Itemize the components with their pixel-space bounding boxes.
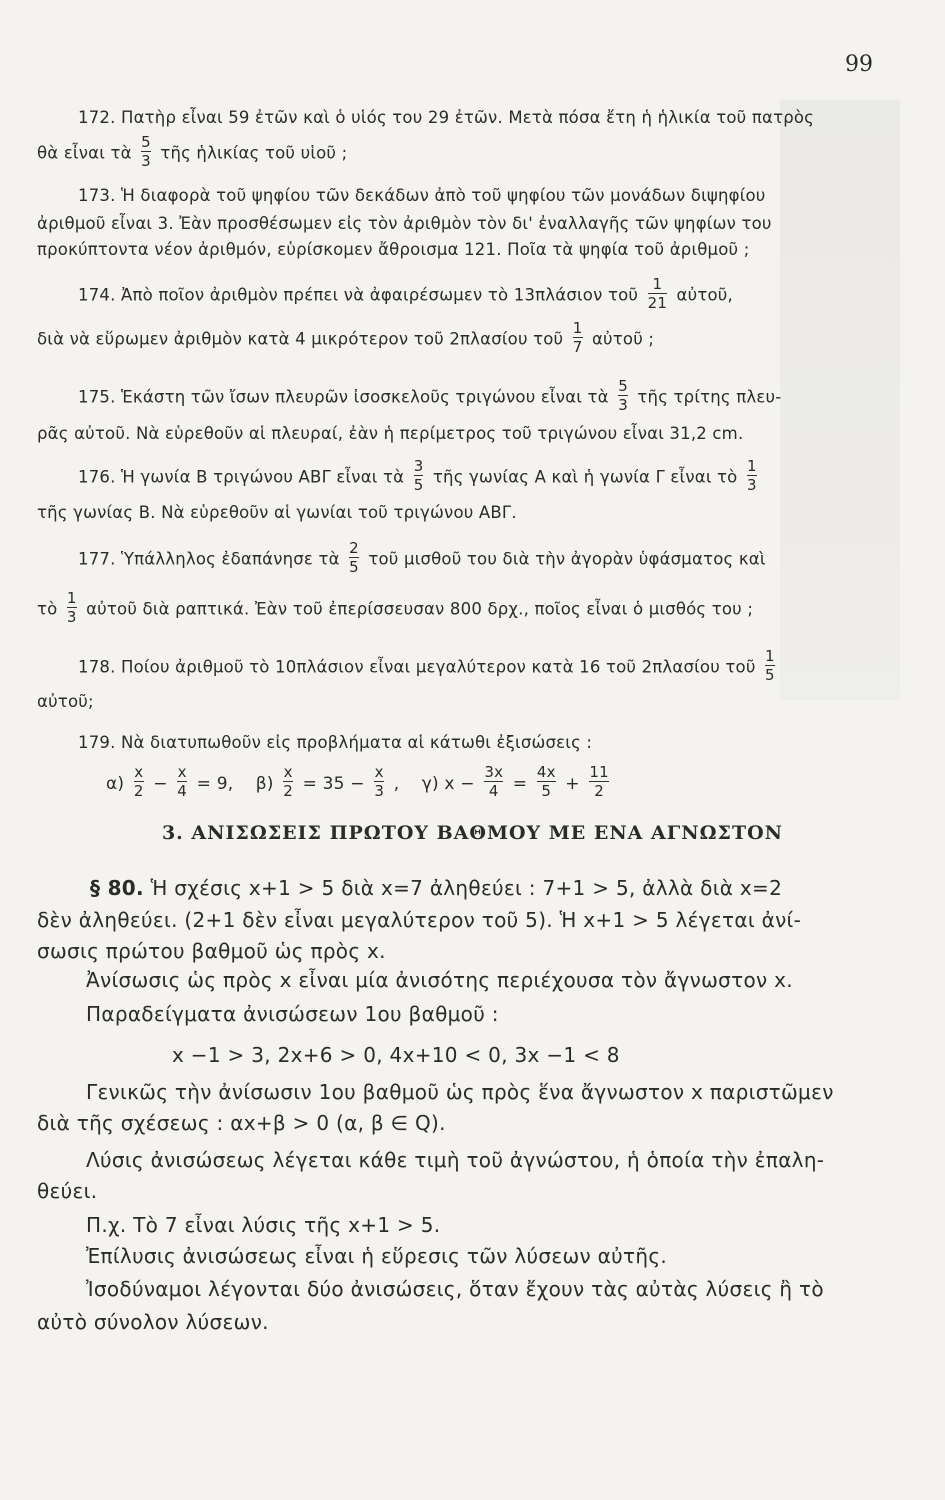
fraction: $\frac{x}{2}$ (283, 763, 293, 800)
problem-174-line-2: διὰ νὰ εὕρωμεν ἀριθμὸν κατὰ 4 μικρότερον τοῦ 2πλασίου τοῦ $\frac{1}{7}$ αὐτοῦ ; (37, 319, 655, 356)
equivalent-definition-line-2: αὐτὸ σύνολον λύσεων. (37, 1310, 269, 1334)
problem-173-line-1: 173. Ἡ διαφορὰ τοῦ ψηφίου τῶν δεκάδων ἀπὸ τοῦ ψηφίου τῶν μονάδων διψηφίου (78, 186, 766, 205)
solution-definition-line-2: θεύει. (37, 1179, 98, 1203)
definition-inequality: Ἀνίσωσις ὡς πρὸς x εἶναι μία ἀνισότης περιέχουσα τὸν ἄγνωστον x. (86, 968, 793, 992)
problem-176-line-1: 176. Ἡ γωνία Β τριγώνου ΑΒΓ εἶναι τὰ $\frac{3}{5}$ τῆς γωνίας Α καὶ ἡ γωνία Γ εἶναι τὸ $\frac{1}{3}$ (78, 457, 757, 494)
problem-178-line-1: 178. Ποίου ἀριθμοῦ τὸ 10πλάσιον εἶναι μεγαλύτερον κατὰ 16 τοῦ 2πλασίου τοῦ $\frac{1}{5}$ (78, 647, 775, 684)
problem-172-line-1: 172. Πατὴρ εἶναι 59 ἐτῶν καὶ ὁ υἱός του 29 ἐτῶν. Μετὰ πόσα ἔτη ἡ ἡλικία τοῦ πατρὸς (78, 108, 815, 127)
problem-175-line-1: 175. Ἑκάστη τῶν ἴσων πλευρῶν ἰσοσκελοῦς τριγώνου εἶναι τὰ $\frac{5}{3}$ τῆς τρίτης πλευ- (78, 377, 782, 414)
problem-173-line-2: ἀριθμοῦ εἶναι 3. Ἐὰν προσθέσωμεν εἰς τὸν ἀριθμὸν τὸν δι' ἐναλλαγῆς τῶν ψηφίων του (37, 214, 772, 233)
problem-179-equations: α) $\frac{x}{2}$ − $\frac{x}{4}$ = 9, β) $\frac{x}{2}$ = 35 − $\frac{x}{3}$ , γ) x − $\frac{3x}{4}$ = $\frac{4x}{5}$ + $\frac{11}{2}$ (106, 763, 609, 800)
section-heading: 3. ΑΝΙΣΩΣΕΙΣ ΠΡΩΤΟΥ ΒΑΘΜΟΥ ΜΕ ΕΝΑ ΑΓΝΩΣΤΟΝ (161, 822, 784, 844)
problem-173-line-3: προκύπτοντα νέον ἀριθμόν, εὑρίσκομεν ἄθροισμα 121. Ποῖα τὰ ψηφία τοῦ ἀριθμοῦ ; (37, 240, 750, 259)
problem-177-line-2: τὸ $\frac{1}{3}$ αὐτοῦ διὰ ραπτικά. Ἐὰν τοῦ ἐπερίσσευσαν 800 δρχ., ποῖος εἶναι ὁ μισθός του ; (37, 589, 754, 626)
problem-178-line-2: αὐτοῦ; (37, 692, 94, 711)
problem-176-line-2: τῆς γωνίας Β. Νὰ εὑρεθοῦν αἱ γωνίαι τοῦ τριγώνου ΑΒΓ. (37, 503, 517, 522)
problem-172-line-2: θὰ εἶναι τὰ $\frac{5}{3}$ τῆς ἡλικίας τοῦ υἱοῦ ; (37, 133, 348, 170)
fraction: $\frac{x}{4}$ (177, 763, 188, 800)
equivalent-definition-line-1: Ἰσοδύναμοι λέγονται δύο ἀνισώσεις, ὅταν ἔχουν τὰς αὐτὰς λύσεις ἢ τὸ (86, 1277, 824, 1301)
problem-174-line-1: 174. Ἀπὸ ποῖον ἀριθμὸν πρέπει νὰ ἀφαιρέσωμεν τὸ 13πλάσιον τοῦ $\frac{1}{21}$ αὐτοῦ, (78, 275, 733, 312)
fraction: $\frac{1}{5}$ (765, 647, 775, 684)
fraction: $\frac{5}{3}$ (141, 133, 151, 170)
fraction: $\frac{5}{3}$ (618, 377, 628, 414)
fraction: $\frac{x}{2}$ (133, 763, 144, 800)
general-form-line-1: Γενικῶς τὴν ἀνίσωσιν 1ου βαθμοῦ ὡς πρὸς ἕνα ἄγνωστον x παριστῶμεν (86, 1080, 834, 1104)
page-number: 99 (845, 52, 873, 77)
examples-inequalities: x −1 > 3, 2x+6 > 0, 4x+10 < 0, 3x −1 < 8 (172, 1043, 620, 1067)
fraction: $\frac{3x}{4}$ (484, 763, 504, 800)
section-80-line-2: δὲν ἀληθεύει. (2+1 δὲν εἶναι μεγαλύτερον τοῦ 5). Ἡ x+1 > 5 λέγεται ἀνί- (37, 908, 802, 932)
section-80-line-3: σωσις πρώτου βαθμοῦ ὡς πρὸς x. (37, 939, 386, 963)
bleed-through-shadow (780, 100, 900, 700)
example-solution: Π.χ. Τὸ 7 εἶναι λύσις τῆς x+1 > 5. (86, 1213, 441, 1237)
fraction: $\frac{1}{3}$ (66, 589, 77, 626)
fraction: $\frac{1}{7}$ (572, 319, 583, 356)
fraction: $\frac{x}{3}$ (374, 763, 385, 800)
fraction: $\frac{1}{3}$ (746, 457, 757, 494)
problem-179-line-1: 179. Νὰ διατυπωθοῦν εἰς προβλήματα αἱ κάτωθι ἐξισώσεις : (78, 733, 593, 752)
fraction: $\frac{3}{5}$ (413, 457, 424, 494)
solution-definition-line-1: Λύσις ἀνισώσεως λέγεται κάθε τιμὴ τοῦ ἀγνώστου, ἡ ὁποία τὴν ἐπαλη- (86, 1148, 825, 1172)
fraction: $\frac{4x}{5}$ (536, 763, 556, 800)
general-form-line-2: διὰ τῆς σχέσεως : αx+β > 0 (α, β ∈ Q). (37, 1111, 446, 1135)
problem-177-line-1: 177. Ὑπάλληλος ἐδαπάνησε τὰ $\frac{2}{5}$ τοῦ μισθοῦ του διὰ τὴν ἀγορὰν ὑφάσματος καὶ (78, 539, 766, 576)
fraction: $\frac{1}{21}$ (647, 275, 668, 312)
solving-definition: Ἐπίλυσις ἀνισώσεως εἶναι ἡ εὕρεσις τῶν λύσεων αὐτῆς. (86, 1244, 668, 1268)
problem-175-line-2: ρᾶς αὐτοῦ. Νὰ εὑρεθοῦν αἱ πλευραί, ἐὰν ἡ περίμετρος τοῦ τριγώνου εἶναι 31,2 cm. (37, 424, 744, 443)
fraction: $\frac{2}{5}$ (349, 539, 359, 576)
fraction: $\frac{11}{2}$ (589, 763, 609, 800)
section-80-line-1: § 80. Ἡ σχέσις x+1 > 5 διὰ x=7 ἀληθεύει : 7+1 > 5, ἀλλὰ διὰ x=2 (90, 876, 783, 900)
examples-label: Παραδείγματα ἀνισώσεων 1ου βαθμοῦ : (86, 1002, 499, 1026)
